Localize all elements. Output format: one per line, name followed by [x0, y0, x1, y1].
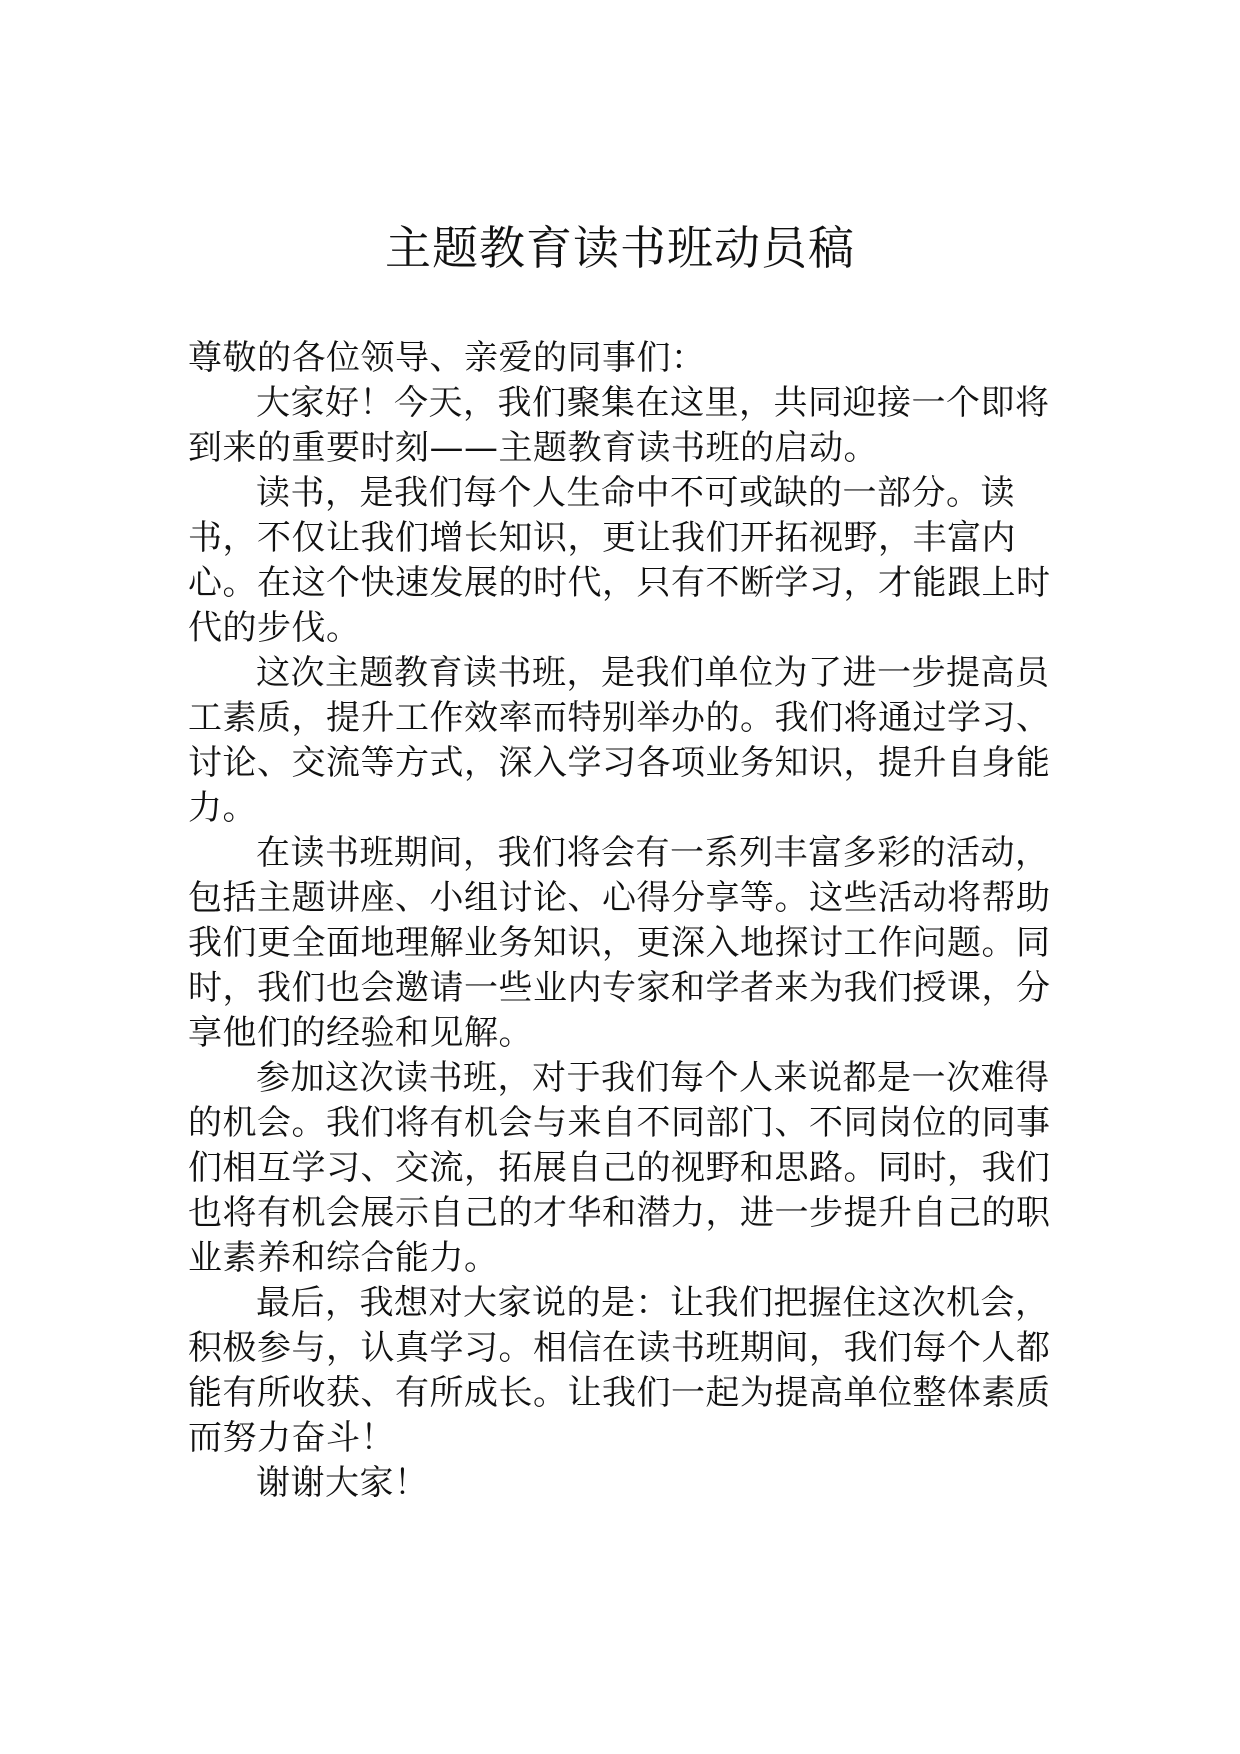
paragraph: 最后，我想对大家说的是：让我们把握住这次机会，积极参与，认真学习。相信在读书班期间，我们每个人都能有所收获、有所成长。让我们一起为提高单位整体素质而努力奋斗！: [188, 1283, 1051, 1458]
document-title: 主题教育读书班动员稿: [385, 221, 855, 275]
paragraph: 在读书班期间，我们将会有一系列丰富多彩的活动，包括主题讲座、小组讨论、心得分享等。这些活动将帮助我们更全面地理解业务知识，更深入地探讨工作问题。同时，我们也会邀请一些业内专家和学者来为我们授课，分享他们的经验和见解。: [188, 833, 1051, 1053]
paragraph: 这次主题教育读书班，是我们单位为了进一步提高员工素质，提升工作效率而特别举办的。我们将通过学习、讨论、交流等方式，深入学习各项业务知识，提升自身能力。: [188, 653, 1051, 828]
salutation: 尊敬的各位领导、亲爱的同事们：: [188, 338, 706, 378]
closing-line: 谢谢大家！: [256, 1463, 429, 1503]
document-body: [188, 336, 1068, 1506]
paragraph: 读书，是我们每个人生命中不可或缺的一部分。读书，不仅让我们增长知识，更让我们开拓视野，丰富内心。在这个快速发展的时代，只有不断学习，才能跟上时代的步伐。: [188, 473, 1051, 648]
paragraph: 大家好！今天，我们聚集在这里，共同迎接一个即将到来的重要时刻——主题教育读书班的启动。: [188, 383, 1050, 468]
paragraph: 参加这次读书班，对于我们每个人来说都是一次难得的机会。我们将有机会与来自不同部门、不同岗位的同事们相互学习、交流，拓展自己的视野和思路。同时，我们也将有机会展示自己的才华和潜力，进一步提升自己的职业素养和综合能力。: [188, 1058, 1051, 1278]
